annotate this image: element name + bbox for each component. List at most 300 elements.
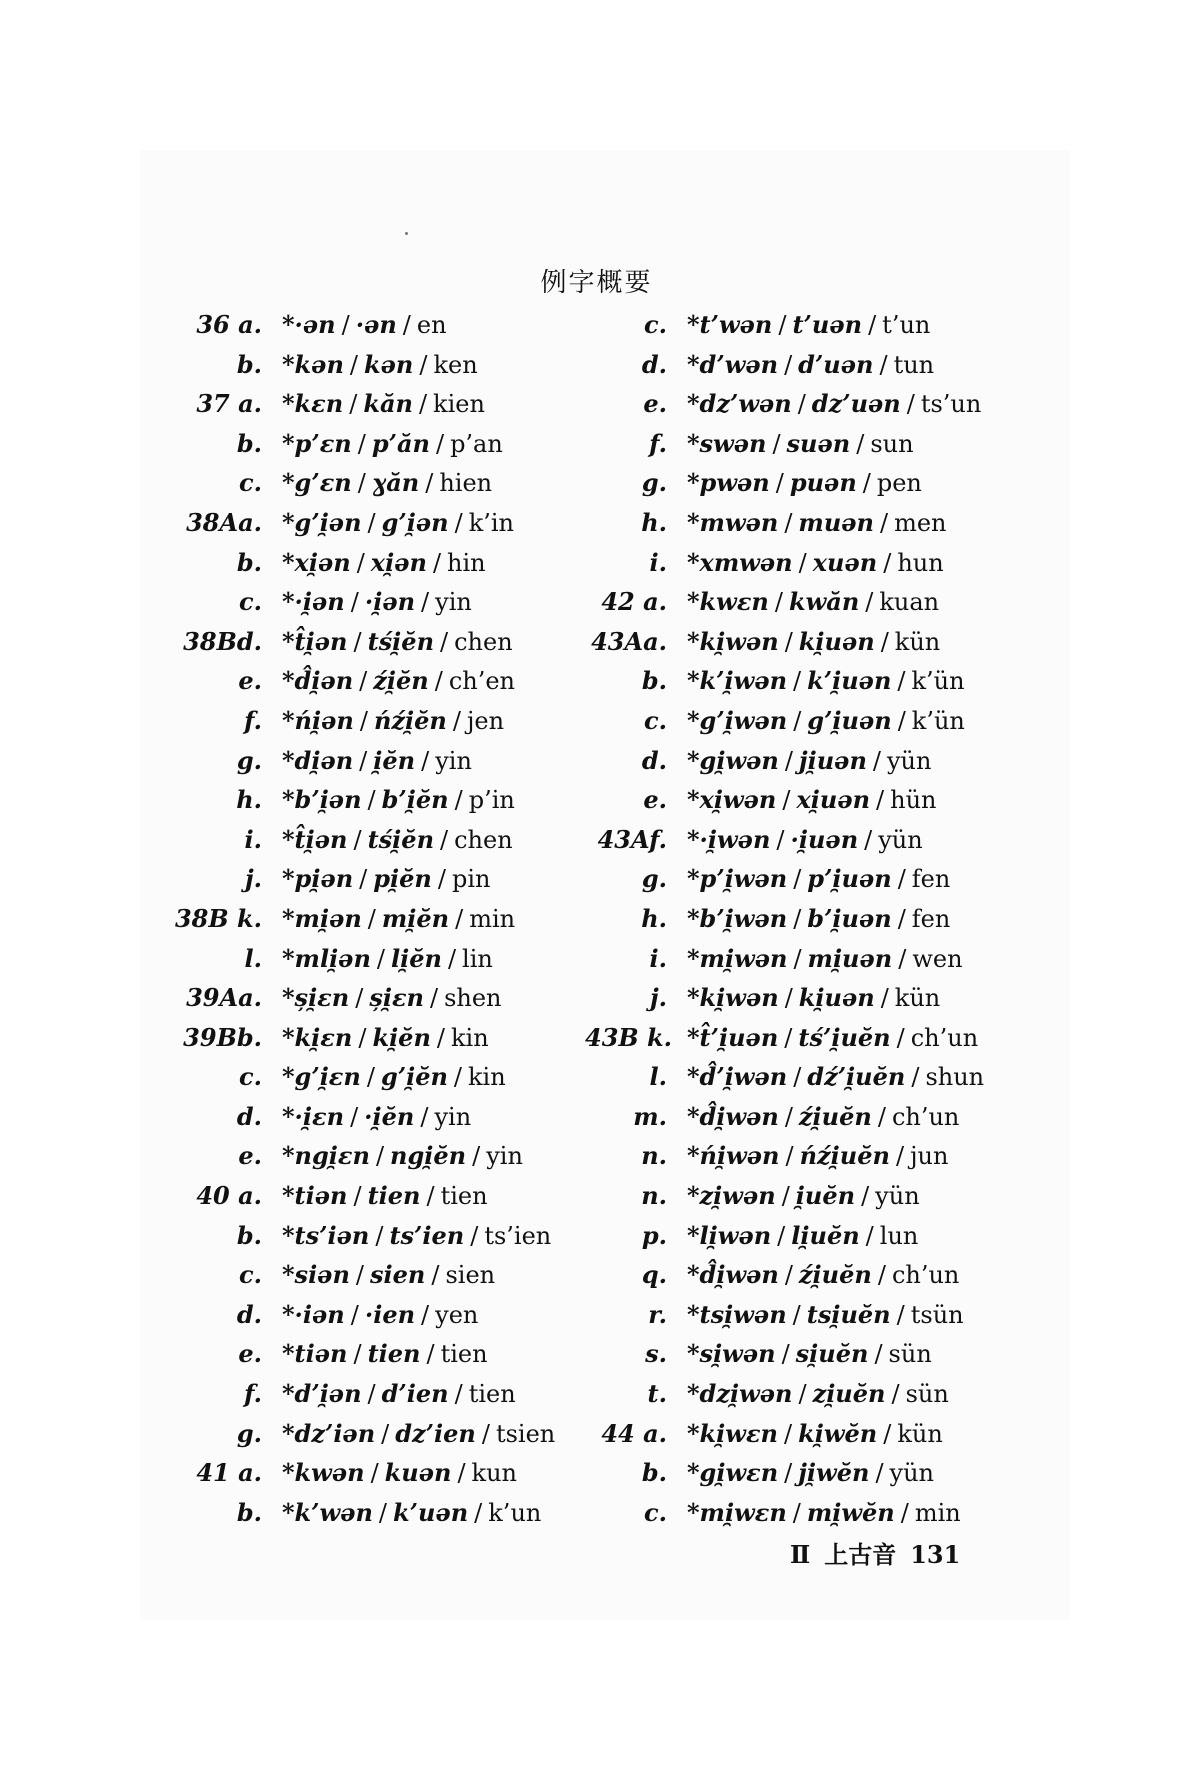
archaic-reading: *ts’iən [282,1220,370,1250]
archaic-reading: *mi̯wɛn [687,1497,787,1527]
entry-readings [687,899,950,939]
archaic-reading: *dz’iən [282,1418,376,1448]
separator: / [353,825,362,854]
entry-row [585,820,1045,860]
separator: / [784,1023,793,1052]
separator: / [421,588,430,617]
entry-row [585,701,1045,741]
archaic-reading: *·ən [282,310,336,339]
separator: / [426,1340,435,1369]
middle-reading: suən [786,428,851,458]
middle-reading: tien [367,1339,421,1369]
entry-row [585,1097,1045,1137]
archaic-reading: *kwɛn [687,587,769,617]
middle-reading: ki̯ĕn [372,1022,431,1052]
separator: / [782,786,791,815]
entry-row [170,345,640,385]
entry-label: e. [643,785,667,815]
modern-reading: lun [879,1221,919,1250]
entry-row [585,978,1045,1018]
archaic-reading: *si̯wən [687,1339,776,1369]
separator: / [876,786,885,815]
separator: / [454,786,463,815]
separator: / [797,390,806,419]
middle-reading: ·ien [364,1299,416,1329]
entry-label: h. [641,903,667,933]
archaic-reading: *kɛn [282,389,344,419]
archaic-reading: *kwən [282,1458,365,1488]
modern-reading: yün [875,1182,920,1211]
middle-reading: b’i̯uən [807,903,892,933]
entry-readings [687,1453,934,1493]
archaic-reading: *g’ɛn [282,468,352,498]
separator: / [353,627,362,656]
modern-reading: ken [433,350,478,379]
separator: / [359,667,368,696]
archaic-reading: *·i̯ɛn [282,1101,345,1131]
page-number: 131 [910,1540,961,1569]
entry-label: 38Bd. [183,626,262,656]
separator: / [454,1380,463,1409]
entry-row [585,1453,1045,1493]
middle-reading: kăn [363,389,413,419]
modern-reading: sien [445,1261,496,1290]
modern-reading: min [469,904,516,933]
separator: / [381,1419,390,1448]
entry-row [585,503,1045,543]
entry-row [170,1216,640,1256]
entry-readings [282,384,485,424]
entry-label: l. [244,943,262,973]
separator: / [367,904,376,933]
separator: / [879,350,888,379]
archaic-reading: *ńi̯wən [687,1141,780,1171]
middle-reading: i̯ĕn [373,745,416,775]
archaic-reading: *k’i̯wən [687,666,788,696]
middle-reading: ts’ien [389,1220,465,1250]
separator: / [874,1340,883,1369]
separator: / [891,1380,900,1409]
archaic-reading: *t̂’i̯uən [687,1022,779,1052]
separator: / [883,1419,892,1448]
middle-reading: k’uən [393,1497,469,1527]
entry-readings [282,1097,471,1137]
middle-reading: dz’uən [811,389,901,419]
archaic-reading: *mli̯ən [282,943,371,973]
entry-label: r. [648,1299,667,1329]
separator: / [341,311,350,339]
entry-readings [282,741,472,781]
separator: / [402,311,411,339]
archaic-reading: *t̂i̯ən [282,824,348,854]
separator: / [784,984,793,1013]
entry-readings [282,345,478,385]
entry-readings [282,1216,551,1256]
archaic-reading: *d’i̯ən [282,1379,362,1409]
entry-label: c. [239,468,262,498]
modern-reading: k’un [488,1498,542,1527]
entry-readings [282,503,514,543]
separator: / [897,706,906,735]
entry-readings [687,1414,943,1454]
middle-reading: p’i̯uən [807,864,892,894]
separator: / [868,311,877,339]
entry-row [170,1136,640,1176]
separator: / [357,469,366,498]
separator: / [378,1498,388,1527]
entry-row [585,1374,1045,1414]
separator: / [864,825,873,854]
separator: / [777,1221,786,1250]
separator: / [865,1221,874,1250]
modern-reading: p’an [450,429,503,458]
entry-label: h. [236,785,262,815]
separator: / [784,1459,793,1488]
entry-label: e. [238,1339,262,1369]
modern-reading: tien [440,1340,488,1369]
entry-readings [687,1295,964,1335]
modern-reading: hin [447,548,486,577]
modern-reading: tsien [495,1419,556,1448]
middle-reading: p’ăn [371,428,430,458]
entry-label: 39Bb. [183,1022,262,1052]
archaic-reading: *p’i̯wən [687,864,788,894]
entry-readings [687,1018,978,1058]
entry-readings [282,978,502,1018]
separator: / [792,1498,801,1527]
entry-row [585,661,1045,701]
entry-readings [687,1216,918,1256]
entry-row [170,463,640,503]
middle-reading: i̯uĕn [795,1181,856,1211]
section-title: 上古音 [824,1540,897,1569]
entry-readings [282,1176,488,1216]
entry-row [585,1216,1045,1256]
archaic-reading: *gi̯wɛn [687,1458,779,1488]
middle-reading: tien [367,1181,421,1211]
entry-readings [687,345,934,385]
entry-label: d. [641,745,667,775]
archaic-reading: *dz’wən [687,389,792,419]
entry-row [170,1453,640,1493]
page-footer [790,1535,974,1570]
modern-reading: men [894,508,947,537]
entry-row [170,1414,640,1454]
modern-reading: kün [894,627,941,656]
middle-reading: mi̯uən [807,943,893,973]
middle-reading: t’uən [792,310,863,339]
entry-readings [282,543,486,583]
modern-reading: ts’ien [484,1221,552,1250]
modern-reading: ch’un [891,1261,960,1290]
archaic-reading: *t’wən [687,310,773,339]
entry-row [170,899,640,939]
separator: / [862,469,871,498]
entry-label: n. [641,1181,667,1211]
middle-reading: sien [370,1260,426,1290]
modern-reading: jun [910,1142,949,1171]
separator: / [900,1498,909,1527]
modern-reading: sün [888,1340,932,1369]
entry-readings [687,622,940,662]
entry-label: q. [641,1260,667,1290]
separator: / [455,904,464,933]
entry-label: b. [641,1458,667,1488]
entry-label: b. [641,666,667,696]
middle-reading: mi̯ĕn [381,903,450,933]
entry-label: c. [644,310,667,339]
archaic-reading: *b’i̯ən [282,785,362,815]
archaic-reading: *pi̯ən [282,864,354,894]
entry-label: i. [649,547,667,577]
middle-reading: ·ən [355,310,397,339]
archaic-reading: *ki̯wən [687,983,779,1013]
separator: / [426,1182,435,1211]
separator: / [440,825,449,854]
entry-row [170,1097,640,1137]
separator: / [375,1142,385,1171]
entry-readings [687,503,947,543]
entry-readings [687,661,965,701]
entry-row [170,820,640,860]
middle-reading: ngi̯ĕn [390,1141,467,1171]
entry-readings [282,780,515,820]
entry-label: 43Aa. [591,626,667,656]
entry-label: m. [633,1101,667,1131]
modern-reading: kün [894,984,941,1013]
separator: / [470,1221,479,1250]
entry-row [585,543,1045,583]
entry-label: h. [641,507,667,537]
separator: / [453,1063,463,1092]
part-numeral: Ⅱ [790,1540,811,1569]
scan-speck [405,232,408,235]
separator: / [353,1182,362,1211]
archaic-reading: *b’i̯wən [687,903,788,933]
entry-row [585,859,1045,899]
right-column [585,305,1045,1532]
archaic-reading: *k’wən [282,1497,373,1527]
modern-reading: yin [434,1102,472,1131]
modern-reading: fen [911,865,951,894]
modern-reading: kien [433,390,485,419]
modern-reading: yin [435,588,472,617]
middle-reading: kən [364,349,414,379]
entry-label: f. [244,1379,262,1409]
archaic-reading: *xmwən [687,547,793,577]
entry-readings [687,701,965,741]
entry-row [585,463,1045,503]
modern-reading: kun [471,1459,518,1488]
middle-reading: ki̯uən [798,983,875,1013]
separator: / [370,1459,379,1488]
entry-readings [687,582,939,622]
archaic-reading: *·i̯ən [282,587,345,617]
middle-reading: ki̯wĕn [798,1418,878,1448]
separator: / [366,1063,375,1092]
entry-row [585,780,1045,820]
entry-readings [687,1374,949,1414]
entry-label: l. [649,1062,667,1092]
entry-label: 37 a. [196,389,262,419]
separator: / [906,390,915,419]
separator: / [452,706,461,735]
separator: / [895,1142,905,1171]
separator: / [784,746,793,775]
entry-readings [282,1414,555,1454]
entry-row [170,384,640,424]
entry-readings [687,978,940,1018]
entry-label: i. [649,943,667,973]
separator: / [367,508,376,537]
separator: / [793,865,802,894]
entry-label: c. [239,587,262,617]
archaic-reading: *tiən [282,1181,348,1211]
modern-reading: shun [925,1063,985,1092]
entry-readings [282,1453,517,1493]
middle-reading: zi̯uĕn [812,1379,886,1409]
separator: / [781,1340,790,1369]
entry-row [170,1334,640,1374]
entry-row [585,305,1045,345]
entry-readings [687,463,922,503]
separator: / [784,1419,793,1448]
entry-readings [282,1493,541,1533]
entry-readings [282,1057,506,1097]
separator: / [872,746,881,775]
entry-label: 43Af. [597,824,667,854]
middle-reading: ·i̯ən [364,587,416,617]
separator: / [349,390,358,419]
separator: / [793,904,802,933]
entry-label: e. [238,666,262,696]
entry-label: 36 a. [196,310,262,339]
separator: / [883,548,892,577]
entry-row [585,384,1045,424]
separator: / [877,1261,886,1290]
separator: / [897,667,906,696]
modern-reading: tien [440,1182,488,1211]
separator: / [898,944,907,973]
entry-readings [687,1097,959,1137]
archaic-reading: *di̯ən [282,745,354,775]
entry-label: j. [244,864,262,894]
archaic-reading: *·i̯wən [687,824,771,854]
separator: / [359,746,368,775]
entry-readings [687,1057,984,1097]
archaic-reading: *tsi̯wən [687,1299,787,1329]
modern-reading: tien [468,1380,516,1409]
left-column [170,305,640,1532]
entry-readings [282,820,513,860]
entry-row [170,582,640,622]
separator: / [355,1261,364,1290]
middle-reading: ɣăn [371,468,420,498]
separator: / [897,865,906,894]
entry-row [170,939,640,979]
entry-row [170,859,640,899]
entry-row [170,1295,640,1335]
separator: / [353,1340,362,1369]
entry-row [170,424,640,464]
entry-readings [687,741,931,781]
archaic-reading: *ngi̯ɛn [282,1141,370,1171]
separator: / [784,508,793,537]
separator: / [896,1300,905,1329]
archaic-reading: *swən [687,428,767,458]
entry-label: e. [643,389,667,419]
separator: / [861,1182,870,1211]
entry-row [170,503,640,543]
entry-row [170,1374,640,1414]
entry-readings [687,543,944,583]
middle-reading: ji̯wĕn [798,1458,870,1488]
modern-reading: sün [905,1380,949,1409]
entry-row [585,939,1045,979]
middle-reading: źi̯ĕn [373,666,429,696]
modern-reading: lin [462,944,493,973]
entry-readings [282,661,515,701]
separator: / [421,1300,430,1329]
entry-row [585,622,1045,662]
separator: / [785,1142,794,1171]
separator: / [454,508,463,537]
archaic-reading: *g’i̯wən [687,705,788,735]
separator: / [793,706,802,735]
entry-label: c. [239,1062,262,1092]
archaic-reading: *siən [282,1260,350,1290]
entry-readings [282,701,504,741]
separator: / [435,429,445,458]
entry-label: f. [649,428,667,458]
archaic-reading: *g’i̯ɛn [282,1062,361,1092]
entry-label: 38Aa. [186,507,262,537]
modern-reading: tun [893,350,935,379]
separator: / [350,1102,359,1131]
separator: / [877,1102,886,1131]
entry-row [585,899,1045,939]
middle-reading: źi̯uĕn [798,1101,872,1131]
separator: / [896,1023,905,1052]
modern-reading: kin [468,1063,506,1092]
entry-row [585,1295,1045,1335]
separator: / [880,627,889,656]
modern-reading: chen [454,627,513,656]
separator: / [879,508,889,537]
middle-reading: g’i̯ən [381,507,449,537]
entry-readings [687,820,923,860]
separator: / [793,1063,802,1092]
modern-reading: pen [876,469,922,498]
entry-row [170,1176,640,1216]
separator: / [856,429,865,458]
middle-reading: ·i̯ĕn [364,1101,415,1131]
middle-reading: muən [798,507,874,537]
page-title: 例字概要 [540,268,653,298]
separator: / [897,904,906,933]
entry-row [585,1493,1045,1533]
archaic-reading: *d̂i̯wən [687,1101,779,1131]
middle-reading: g’i̯ĕn [380,1062,448,1092]
entry-label: c. [644,705,667,735]
entry-readings [687,384,981,424]
entry-readings [282,582,472,622]
entry-readings [687,1334,932,1374]
separator: / [376,944,385,973]
middle-reading: d’ien [381,1379,449,1409]
middle-reading: li̯uĕn [791,1220,860,1250]
entry-row [585,1334,1045,1374]
